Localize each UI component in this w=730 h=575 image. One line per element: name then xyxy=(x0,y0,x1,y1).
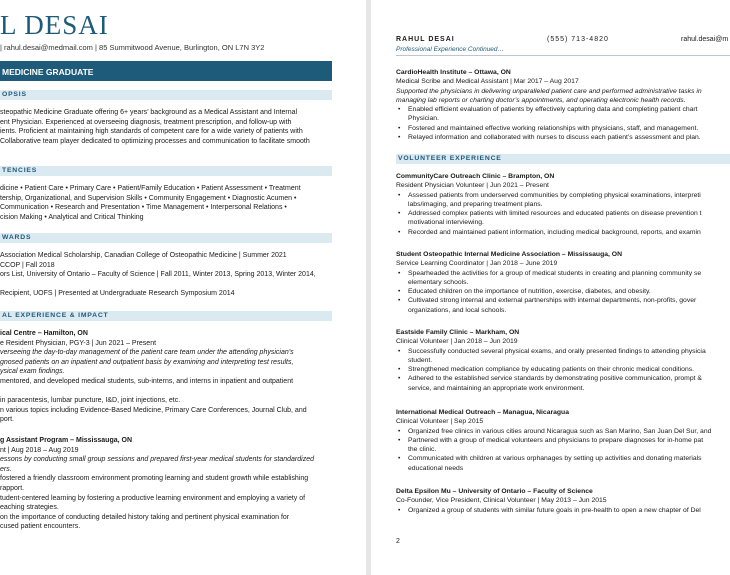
section-synopsis: OPSIS xyxy=(0,90,332,100)
continued-label: Professional Experience Continued… xyxy=(396,46,505,53)
header-email: rahul.desai@m xyxy=(681,36,729,43)
volunteer-org: Student Osteopathic Internal Medicine Association – Mississauga, ON xyxy=(396,251,622,258)
job-org: g Assistant Program – Mississauga, ON xyxy=(0,437,133,444)
volunteer-entry: Student Osteopathic Internal Medicine Association – Mississauga, ON Service Learning Coordinator | Jan 2018 – June 2019 • Spearheaded the activities for a group of medical students in creating and planning community se elementary schools. • Educated children on the importance of nutrition, exercise, diabetes, and obesity. • Cultivated strong internal and external partnerships with internal departments, non-profits, gover organizations, and local schools. xyxy=(396,250,730,315)
section-competencies: TENCIES xyxy=(0,166,332,176)
job-entry: g Assistant Program – Mississauga, ON nt | Aug 2018 – Aug 2019 essons by conducting small group sessions and prepared first-year medical students for standardized ers. fostered a friendly classroom environment promoting learning and student growth while establishing rapport. tudent-centered learning by fostering a productive learning environment and employing a variety of eaching strategies. on the importance of conducting detailed history taking and pertinent physical examination for cused patient encounters. xyxy=(0,436,332,532)
volunteer-role: Resident Physician Volunteer | Jun 2021 – Present xyxy=(396,182,549,190)
job-entry: CardioHealth Institute – Ottawa, ON Medical Scribe and Medical Assistant | Mar 2017 – Aug 2017 Supported the physicians in delivering unparalleled patient care and performed administrative tasks in managing lab reports or charting doctor’s appointments, and operating electronic health records. • Enabled efficient evaluation of patients by effectively capturing data and completing patient chart Physician. • Fostered and maintained effective working relationships with physicians, staff, and management. • Relayed information and collaborated with nurses to discuss each patient’s assessment and plan. xyxy=(396,68,730,142)
section-volunteer: VOLUNTEER EXPERIENCE xyxy=(396,154,730,164)
professional-title-bar: MEDICINE GRADUATE xyxy=(0,61,332,81)
job-entry: ical Centre – Hamilton, ON e Resident Physician, PGY-3 | Jun 2021 – Present verseeing the day-to-day management of the patient care team under the attending physician’s gnosed patients on an inpatient and outpatient basis by examining and interpreting test results, ysical exam findings. mentored, and developed medical students, sub-interns, and interns in inpatient and outpatient in paracentesis, lumbar puncture, I&D, joint injections, etc. n various topics including Evidence-Based Medicine, Primary Care Conferences, Journal Club, and port. xyxy=(0,329,332,425)
section-awards: WARDS xyxy=(0,233,332,243)
volunteer-entry: CommunityCare Outreach Clinic – Brampton, ON Resident Physician Volunteer | Jun 2021 – Present • Assessed patients from underserved communities by completing physical examinations, interpreti labs/imaging, and preparing treatment plans. • Addressed complex patients with limited resources and educated patients on disease prevention t motivational interviewing. • Recorded and maintained patient information, including medical background, reports, and examin xyxy=(396,172,730,237)
volunteer-entry: International Medical Outreach – Managua, Nicaragua Clinical Volunteer | Sep 2015 • Organized free clinics in various cities around Nicaragua such as San Marino, San Juan Del Sur, and • Partnered with a group of medical volunteers and physicians to prepare diagnoses for in-home pat the clinic. • Communicated with children at various orphanages by setting up activities and donating materials educational needs xyxy=(396,408,730,473)
volunteer-entry: Delta Epsilon Mu – University of Ontario – Faculty of Science Co-Founder, Vice President, Clinical Volunteer | May 2013 – Jun 2015 • Organized a group of students with similar future goals in pre-health to open a new chapter of Del xyxy=(396,487,730,515)
section-experience: AL EXPERIENCE & IMPACT xyxy=(0,311,332,321)
competencies-list: dicine • Patient Care • Primary Care • Patient/Family Education • Patient Assessment • Treatment tership, Organizational, and Supervision Skills • Community Engagement • Diagnostic Acumen • Communication • Research and Presentation • Time Management • Interpersonal Relations • cision Making • Analytical and Critical Thinking xyxy=(0,185,301,221)
volunteer-org: CommunityCare Outreach Clinic – Brampton, ON xyxy=(396,173,555,180)
job-role: Medical Scribe and Medical Assistant | Mar 2017 – Aug 2017 xyxy=(396,78,579,86)
job-org: ical Centre – Hamilton, ON xyxy=(0,330,88,337)
volunteer-role: Clinical Volunteer | Jan 2018 – Jun 2019 xyxy=(396,338,518,346)
volunteer-role: Clinical Volunteer | Sep 2015 xyxy=(396,418,484,426)
candidate-name: L DESAI xyxy=(0,10,109,40)
job-role: nt | Aug 2018 – Aug 2019 xyxy=(0,446,79,454)
volunteer-org: Eastside Family Clinic – Markham, ON xyxy=(396,329,520,336)
header-name: RAHUL DESAI xyxy=(396,36,455,43)
volunteer-org: International Medical Outreach – Managua, Nicaragua xyxy=(396,409,569,416)
page-number: 2 xyxy=(396,538,400,545)
volunteer-role: Service Learning Coordinator | Jan 2018 – June 2019 xyxy=(396,260,558,268)
awards-list: Association Medical Scholarship, Canadian College of Osteopathic Medicine | Summer 2021 CCOP | Fall 2018 ors List, University of Ontario – Faculty of Science | Fall 2011, Winter 2013, Spring 2013, Winter 2014, Recipient, UOFS | Presented at Undergraduate Research Symposium 2014 xyxy=(0,252,316,298)
header-phone: (555) 713-4820 xyxy=(547,36,609,43)
job-role: e Resident Physician, PGY-3 | Jun 2021 – Present xyxy=(0,339,157,347)
resume-page-2 xyxy=(371,0,730,575)
volunteer-entry: Eastside Family Clinic – Markham, ON Clinical Volunteer | Jan 2018 – Jun 2019 • Successfully conducted several physical exams, and orally presented findings to attending physicia student. • Strengthened medication compliance by educating patients on their chronic medical conditions. • Adhered to the established service standards by demonstrating positive communication, prompt & service, and maintaining an appropriate work environment. xyxy=(396,328,730,393)
job-org: CardioHealth Institute – Ottawa, ON xyxy=(396,69,511,76)
volunteer-role: Co-Founder, Vice President, Clinical Volunteer | May 2013 – Jun 2015 xyxy=(396,497,607,505)
contact-line: | rahul.desai@medmail.com | 85 Summitwood Avenue, Burlington, ON L7N 3Y2 xyxy=(0,43,265,52)
synopsis-text: steopathic Medicine Graduate offering 6+ years’ background as a Medical Assistant and Internal ent Physician. Experienced at overseeing diagnosis, treatment prescription, and follow-up with ients. Proficient at maintaining high standards of competent care for a wide variety of patients with Collaborative team player dedicated to optimizing processes and communication to facilitate smooth xyxy=(0,109,310,145)
header-divider xyxy=(396,55,730,56)
volunteer-org: Delta Epsilon Mu – University of Ontario – Faculty of Science xyxy=(396,488,593,495)
